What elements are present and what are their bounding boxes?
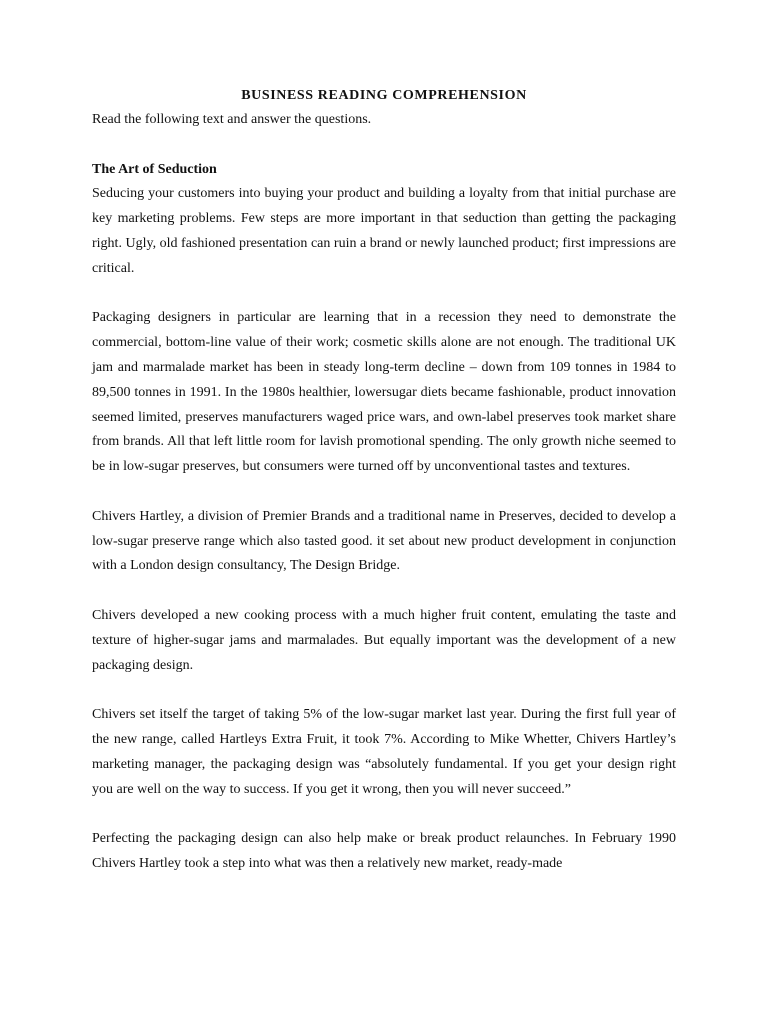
paragraph: Chivers Hartley, a division of Premier Brands and a traditional name in Preserves, decided to develop a low-sugar preserve range which also tasted good. it set about new product development in conjunction with a London design consultancy, The Design Bridge.	[92, 508, 676, 574]
paragraph: Chivers developed a new cooking process with a much higher fruit content, emulating the taste and texture of higher-sugar jams and marmalades. But equally important was the development of a new packaging design.	[92, 607, 676, 673]
document-page	[92, 84, 676, 877]
paragraph: Packaging designers in particular are learning that in a recession they need to demonstrate the commercial, bottom-line value of their work; cosmetic skills alone are not enough. The traditional UK jam and marmalade market has been in steady long-term decline – down from 109 tonnes in 1984 to 89,500 tonnes in 1991. In the 1980s healthier, lowersugar diets became fashionable, product innovation seemed limited, preserves manufacturers waged price wars, and own-label preserves took market share from brands. All that left little room for lavish promotional spending. The only growth niche seemed to be in low-sugar preserves, but consumers were turned off by unconventional tastes and textures.	[92, 310, 676, 475]
paragraph: Perfecting the packaging design can also help make or break product relaunches. In February 1990 Chivers Hartley took a step into what was then a relatively new market, ready-made	[92, 831, 676, 871]
paragraph: Chivers set itself the target of taking 5% of the low-sugar market last year. During the first full year of the new range, called Hartleys Extra Fruit, it took 7%. According to Mike Whetter, Chivers Hartley’s marketing manager, the packaging design was “absolutely fundamental. If you get your design right you are well on the way to success. If you get it wrong, then you will never succeed.”	[92, 707, 676, 797]
paragraph: Seducing your customers into buying your product and building a loyalty from that initial purchase are key marketing problems. Few steps are more important in that seduction than getting the packaging right. Ugly, old fashioned presentation can ruin a brand or newly launched product; first impressions are critical.	[92, 186, 676, 276]
document-title: BUSINESS READING COMPREHENSION	[241, 88, 527, 103]
instructions-text: Read the following text and answer the questions.	[92, 112, 372, 127]
section-heading: The Art of Seduction	[92, 161, 217, 177]
